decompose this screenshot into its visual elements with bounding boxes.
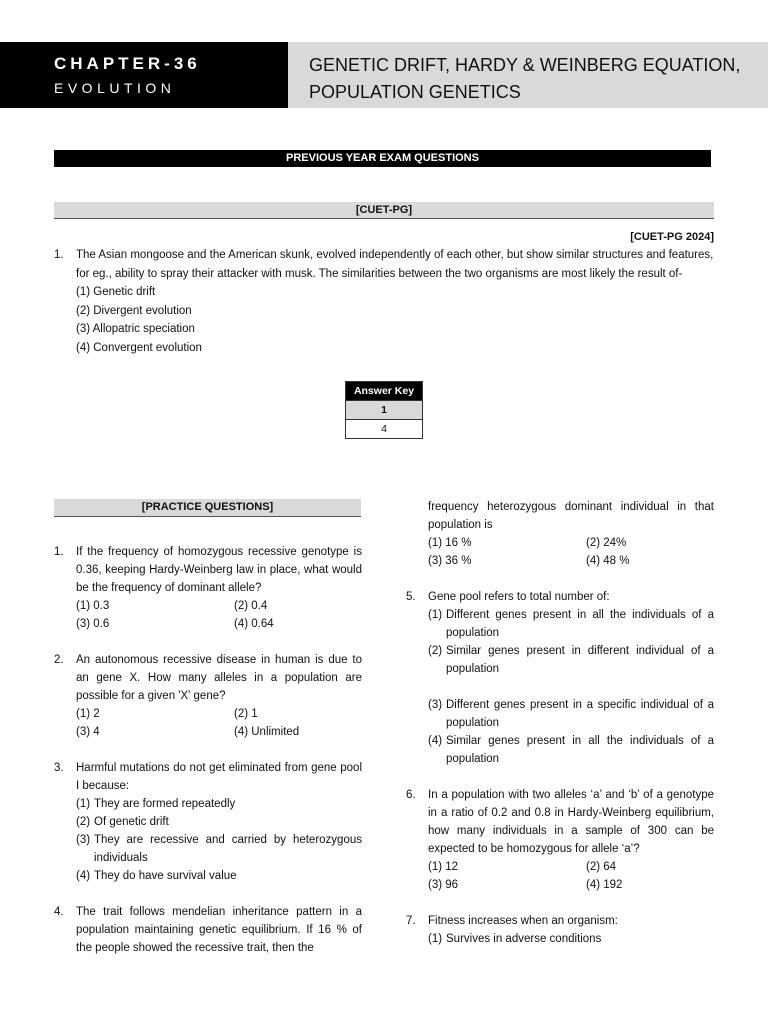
question-source: [CUET-PG 2024] <box>630 231 714 243</box>
question-number: 4. <box>54 906 64 918</box>
answer-key-question: 1 <box>346 401 423 420</box>
option: (2) Divergent evolution <box>76 304 192 317</box>
practice-question <box>54 759 362 885</box>
exam-bar: [CUET-PG] <box>54 202 714 219</box>
option: (2) 24% <box>586 537 627 549</box>
practice-question-continued <box>406 498 714 570</box>
option: (3) 4 <box>76 726 100 738</box>
practice-question <box>406 912 714 948</box>
question-text: An autonomous recessive disease in human is due to an gene X. How many alleles in a population are possible for a given 'X' gene? <box>76 654 362 702</box>
practice-question <box>54 651 362 741</box>
answer-key-title: Answer Key <box>346 382 423 401</box>
option: (3) 0.6 <box>76 618 110 630</box>
question-number: 6. <box>406 789 416 801</box>
practice-title: [PRACTICE QUESTIONS] <box>54 499 361 517</box>
option: (1) 16 % <box>428 537 472 549</box>
option: (1) They are formed repeatedly <box>76 798 236 810</box>
option: (4) They do have survival value <box>76 870 237 882</box>
chapter-subject: EVOLUTION <box>54 80 176 96</box>
practice-question <box>406 786 714 894</box>
practice-column-left <box>54 543 362 975</box>
practice-question <box>54 543 362 633</box>
practice-question <box>406 588 714 768</box>
practice-column-right <box>406 498 714 966</box>
option: (3) 96 <box>428 879 459 891</box>
option: (2) 1 <box>234 708 258 720</box>
option: (1) Different genes present in all the individuals of a population <box>428 609 714 639</box>
question-number: 1. <box>54 546 64 558</box>
answer-key-answer: 4 <box>346 420 423 439</box>
option: (4) Unlimited <box>234 726 300 738</box>
question-text: Harmful mutations do not get eliminated from gene pool I because: <box>76 762 362 792</box>
option: (3) Allopatric speciation <box>76 323 195 335</box>
option: (4) 48 % <box>586 555 630 567</box>
question-text: The trait follows mendelian inheritance pattern in a population maintaining genetic equilibrium. If 16 % of the people showed the recessive trait, then the <box>76 906 362 954</box>
pyq-question <box>54 246 714 357</box>
option: (2) 64 <box>586 861 617 873</box>
option: (1) 2 <box>76 708 100 720</box>
question-number: 5. <box>406 591 416 603</box>
question-text: The Asian mongoose and the American skunk, evolved independently of each other, but show similar structures and features, for eg., ability to spray their attacker with musk. The similarities between the two organisms are most likely the result of- <box>76 249 714 280</box>
question-text: frequency heterozygous dominant individual in that population is <box>428 501 714 531</box>
question-text: Gene pool refers to total number of: <box>428 591 610 603</box>
option: (3) They are recessive and carried by heterozygous individuals <box>76 834 362 864</box>
chapter-number: CHAPTER-36 <box>54 54 201 73</box>
option: (4) Similar genes present in all the individuals of a population <box>428 735 714 765</box>
question-text: Fitness increases when an organism: <box>428 915 618 927</box>
question-text: In a population with two alleles ‘a’ and ‘b’ of a genotype in a ratio of 0.2 and 0.8 in Hardy-Weinberg equilibrium, how many individuals in a sample of 300 can be expected to be homozygous for allele ‘a’? <box>428 789 714 855</box>
option: (4) 192 <box>586 879 623 891</box>
question-number: 3. <box>54 762 64 774</box>
section-title: PREVIOUS YEAR EXAM QUESTIONS <box>54 150 711 167</box>
question-number: 7. <box>406 915 416 927</box>
answer-key-table <box>345 381 423 439</box>
chapter-title-block <box>288 42 768 108</box>
option: (3) 36 % <box>428 555 472 567</box>
chapter-header-block <box>0 42 288 108</box>
option: (4) Convergent evolution <box>76 341 202 354</box>
question-text: If the frequency of homozygous recessive genotype is 0.36, keeping Hardy-Weinberg law in place, what would be the frequency of dominant allele? <box>76 546 362 594</box>
option: (2) Of genetic drift <box>76 816 169 828</box>
chapter-title: GENETIC DRIFT, HARDY & WEINBERG EQUATION, POPULATION GENETICS <box>309 55 741 102</box>
question-number: 2. <box>54 654 64 666</box>
option: (1) 12 <box>428 861 459 873</box>
option: (2) Similar genes present in different individual of a population <box>428 645 714 675</box>
option: (1) Genetic drift <box>76 286 156 298</box>
option: (1) Survives in adverse conditions <box>428 933 602 945</box>
option: (2) 0.4 <box>234 600 268 612</box>
option: (1) 0.3 <box>76 600 110 612</box>
option: (4) 0.64 <box>234 618 274 630</box>
practice-question <box>54 903 362 957</box>
option: (3) Different genes present in a specific individual of a population <box>428 699 714 729</box>
question-number: 1. <box>54 249 64 261</box>
